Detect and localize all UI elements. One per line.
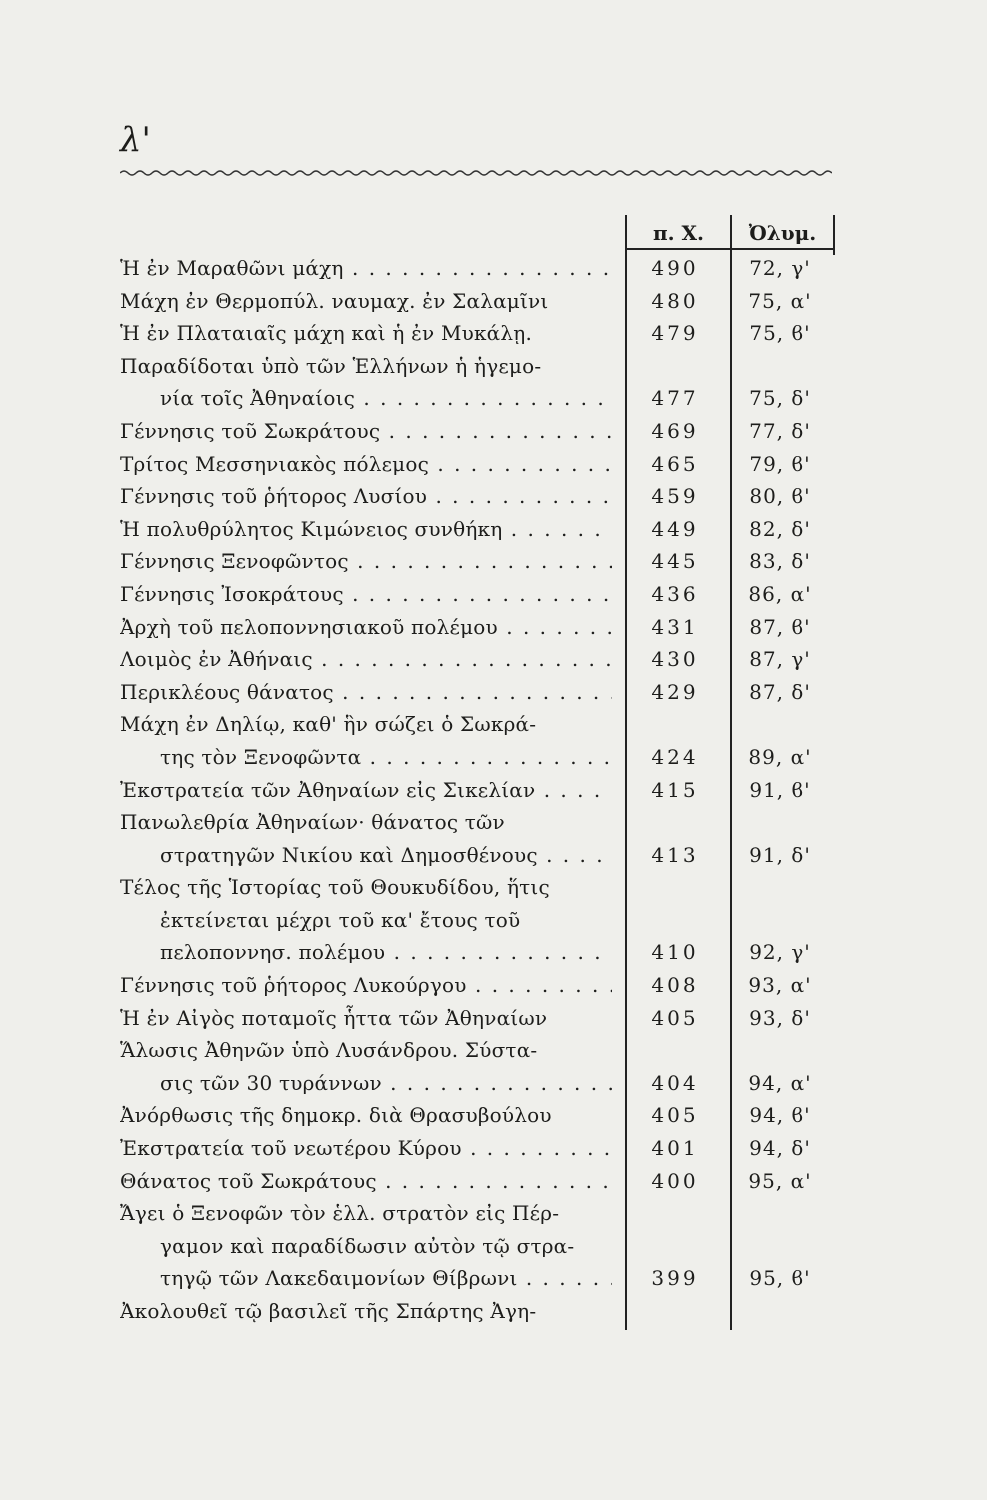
table-row — [120, 643, 835, 676]
entry-olympiad: 83, δ' — [749, 549, 811, 574]
entry-olympiad: 87, δ' — [749, 679, 811, 704]
entry-year: 431 — [651, 614, 699, 639]
entry-year: 413 — [651, 842, 699, 867]
entry-olympiad: 95, α' — [748, 1168, 812, 1193]
entry-year: 408 — [651, 973, 699, 998]
entry-text: γαμον καὶ παραδίδωσιν αὐτὸν τῷ στρα- — [160, 1233, 575, 1258]
entry-year: 490 — [651, 256, 699, 280]
entry-year: 480 — [651, 288, 699, 313]
table-row — [120, 839, 835, 872]
entry-year: 459 — [651, 484, 699, 509]
entry-text: Γέννησις τοῦ ῥήτορος Λυσίου . . . — [120, 480, 612, 513]
table-row — [120, 904, 835, 937]
table-row — [120, 774, 835, 807]
table-row — [120, 1230, 835, 1263]
entry-olympiad: 86, α' — [748, 581, 812, 606]
table-row — [120, 285, 835, 318]
table-row — [120, 448, 835, 481]
chronology-table — [120, 252, 835, 1328]
entry-olympiad: 92, γ' — [749, 940, 811, 965]
entry-olympiad: 72, γ' — [749, 256, 811, 280]
entry-text: Περικλέους θάνατος . . . — [120, 676, 612, 709]
table-row — [120, 1067, 835, 1100]
entry-year: 424 — [651, 744, 699, 769]
column-divider-right — [833, 215, 835, 255]
entry-year: 479 — [651, 321, 699, 346]
entry-text: Τέλος τῆς Ἱστορίας τοῦ Θουκυδίδου, ἥτις — [120, 875, 550, 900]
entry-olympiad: 80, ϐ' — [749, 484, 811, 509]
entry-year: 400 — [651, 1168, 699, 1193]
entry-text: ἐκτείνεται μέχρι τοῦ κα' ἔτους τοῦ — [160, 907, 521, 932]
table-row — [120, 1197, 835, 1230]
header-rule — [120, 168, 832, 178]
entry-year: 399 — [651, 1266, 699, 1291]
entry-text: Ἡ πολυθρύλητος Κιμώνειος συνθήκη . . . — [120, 513, 612, 546]
entry-text: Ἀνόρθωσις τῆς δημοκρ. διὰ Θρασυβούλου — [120, 1103, 552, 1128]
entry-year: 449 — [651, 516, 699, 541]
entry-olympiad: 75, α' — [748, 288, 812, 313]
entry-year: 430 — [651, 647, 699, 672]
entry-text: Τρίτος Μεσσηνιακὸς πόλεμος . . . — [120, 448, 612, 481]
entry-year: 410 — [651, 940, 699, 965]
entry-text: πελοποννησ. πολέμου . . . — [160, 936, 612, 969]
entry-olympiad: 87, γ' — [749, 647, 811, 672]
table-row — [120, 969, 835, 1002]
entry-olympiad: 93, δ' — [749, 1005, 811, 1030]
entry-year: 405 — [651, 1103, 699, 1128]
entry-text: Παραδίδοται ὑπὸ τῶν Ἑλλήνων ἡ ἡγεμο- — [120, 353, 542, 378]
table-row — [120, 578, 835, 611]
entry-text: Πανωλεθρία Ἀθηναίων· θάνατος τῶν — [120, 810, 505, 835]
table-row — [120, 741, 835, 774]
entry-olympiad: 79, ϐ' — [749, 451, 811, 476]
entry-year: 429 — [651, 679, 699, 704]
table-row — [120, 415, 835, 448]
table-row — [120, 1132, 835, 1165]
entry-olympiad: 77, δ' — [749, 418, 811, 443]
table-row — [120, 545, 835, 578]
table-row — [120, 1099, 835, 1132]
entry-text: Γέννησις Ἰσοκράτους . . . — [120, 578, 612, 611]
entry-text: Λοιμὸς ἐν Ἀθήναις . . . — [120, 643, 612, 676]
table-row — [120, 1262, 835, 1295]
header-year: π. Χ. — [652, 221, 705, 245]
entry-olympiad: 75, δ' — [749, 386, 811, 411]
entry-text: Ἀκολουθεῖ τῷ βασιλεῖ τῆς Σπάρτης Ἀγη- — [120, 1299, 537, 1323]
table-row — [120, 708, 835, 741]
entry-text: στρατηγῶν Νικίου καὶ Δημοσθένους . . . — [160, 839, 612, 872]
page-number: λ' — [120, 120, 151, 160]
entry-text: Ἐκστρατεία τοῦ νεωτέρου Κύρου . . . — [120, 1132, 612, 1165]
table-row — [120, 382, 835, 415]
entry-text: Ἅλωσις Ἀθηνῶν ὑπὸ Λυσάνδρου. Σύστα- — [120, 1038, 538, 1063]
entry-text: της τὸν Ξενοφῶντα . . . — [160, 741, 612, 774]
table-row — [120, 350, 835, 383]
table-row — [120, 871, 835, 904]
entry-year: 469 — [651, 418, 699, 443]
entry-olympiad: 89, α' — [748, 744, 812, 769]
entry-olympiad: 94, ϐ' — [749, 1103, 811, 1128]
entry-text: Γέννησις τοῦ Σωκράτους . . . — [120, 415, 612, 448]
entry-text: Ἡ ἐν Αἰγὸς ποταμοῖς ἧττα τῶν Ἀθηναίων — [120, 1005, 548, 1030]
entry-year: 445 — [651, 549, 699, 574]
table-row — [120, 1034, 835, 1067]
entry-text: Θάνατος τοῦ Σωκράτους . . . — [120, 1165, 612, 1198]
entry-year: 405 — [651, 1005, 699, 1030]
table-row — [120, 806, 835, 839]
entry-text: Μάχη ἐν Θερμοπύλ. ναυμαχ. ἐν Σαλαμῖνι — [120, 288, 549, 313]
entry-text: νία τοῖς Ἀθηναίοις . . . — [160, 382, 612, 415]
entry-olympiad: 75, ϐ' — [749, 321, 811, 346]
entry-year: 404 — [651, 1070, 699, 1095]
header-underline — [625, 248, 833, 250]
entry-year: 436 — [651, 581, 699, 606]
table-row — [120, 317, 835, 350]
table-row — [120, 480, 835, 513]
entry-text: Μάχη ἐν Δηλίῳ, καθ' ἣν σώζει ὁ Σωκρά- — [120, 712, 537, 737]
entry-text: Ἄγει ὁ Ξενοφῶν τὸν ἑλλ. στρατὸν εἰς Πέρ- — [120, 1201, 560, 1226]
table-row — [120, 1002, 835, 1035]
entry-text: Γέννησις τοῦ ῥήτορος Λυκούργου . . . — [120, 969, 612, 1002]
entry-year: 477 — [651, 386, 699, 411]
entry-olympiad: 82, δ' — [749, 516, 811, 541]
entry-olympiad: 94, δ' — [749, 1136, 811, 1161]
entry-text: σις τῶν 30 τυράννων . . . — [160, 1067, 612, 1100]
entry-text: Ἀρχὴ τοῦ πελοποννησιακοῦ πολέμου . . . — [120, 611, 612, 644]
table-row — [120, 1165, 835, 1198]
entry-olympiad: 93, α' — [748, 973, 812, 998]
entry-year: 401 — [651, 1136, 699, 1161]
entry-text: Ἡ ἐν Μαραθῶνι μάχη . . . — [120, 252, 612, 285]
entry-olympiad: 87, ϐ' — [749, 614, 811, 639]
entry-text: Ἡ ἐν Πλαταιαῖς μάχη καὶ ἡ ἐν Μυκάλῃ. — [120, 321, 533, 346]
table-row — [120, 676, 835, 709]
header-olympiad: Ὀλυμ. — [748, 221, 817, 245]
entry-text: Ἐκστρατεία τῶν Ἀθηναίων εἰς Σικελίαν . . . — [120, 774, 612, 807]
entry-olympiad: 91, δ' — [749, 842, 811, 867]
entry-year: 415 — [651, 777, 699, 802]
table-row — [120, 252, 835, 285]
table-row — [120, 611, 835, 644]
entry-text: τηγῷ τῶν Λακεδαιμονίων Θίβρωνι . . . — [160, 1262, 612, 1295]
entry-year: 465 — [651, 451, 699, 476]
table-row — [120, 1295, 835, 1328]
table-row — [120, 936, 835, 969]
table-row — [120, 513, 835, 546]
entry-text: Γέννησις Ξενοφῶντος . . . — [120, 545, 612, 578]
entry-olympiad: 95, ϐ' — [749, 1266, 811, 1291]
entry-olympiad: 91, ϐ' — [749, 777, 811, 802]
entry-olympiad: 94, α' — [748, 1070, 812, 1095]
